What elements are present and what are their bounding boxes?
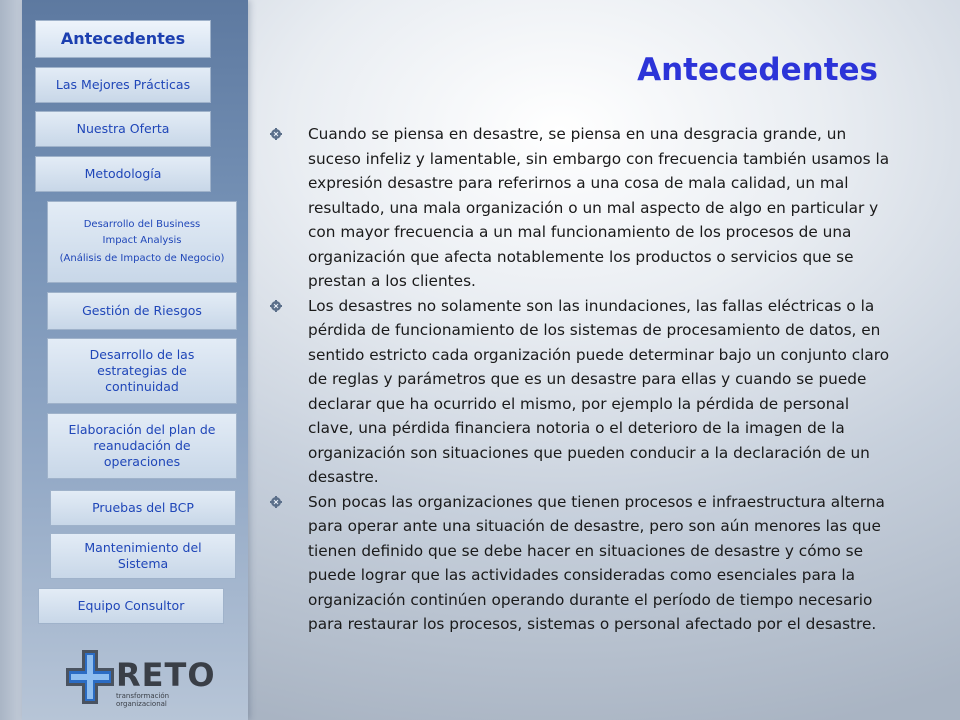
nav-label-line: Mantenimiento del — [84, 539, 202, 555]
gear-bullet-icon — [270, 300, 282, 312]
paragraph — [268, 294, 890, 490]
gear-bullet-icon — [270, 496, 282, 508]
nav-label: Equipo Consultor — [77, 597, 185, 613]
nav-label-line: continuidad — [105, 379, 179, 395]
nav-label: Metodología — [84, 165, 162, 181]
paragraph-text: Los desastres no solamente son las inundaciones, las fallas eléctricas o la pérdida de funcionamiento de los sistemas de procesamiento de datos, en sentido estricto cada organización puede determinar bajo un conjunto claro de reglas y parámetros que es un desastre para ellas y cuando se puede declarar que ha ocurrido el mismo, por ejemplo la pérdida de personal clave, una pérdida financiera notoria o el deterioro de la imagen de la organización son situaciones que pueden conducir a la declaración de un desastre. — [308, 296, 890, 486]
nav-label-line: reanudación de — [93, 437, 191, 453]
gear-bullet-icon — [270, 128, 282, 140]
left-edge-band — [0, 0, 22, 720]
nav-label-line: Impact Analysis — [102, 234, 182, 246]
nav-label: Pruebas del BCP — [92, 499, 194, 515]
logo-wordmark: RETO — [116, 656, 216, 694]
nav-label: Antecedentes — [60, 28, 186, 48]
nav-item-gestion-riesgos[interactable] — [47, 292, 237, 330]
nav-item-bia[interactable] — [47, 201, 237, 283]
nav-item-estrategias[interactable] — [47, 338, 237, 404]
nav-item-mejores-practicas[interactable] — [35, 67, 211, 103]
nav-label-line: Elaboración del plan de — [68, 421, 216, 437]
nav-item-pruebas-bcp[interactable] — [50, 490, 236, 526]
nav-label: Las Mejores Prácticas — [55, 76, 191, 92]
main-content — [268, 122, 890, 637]
nav-item-metodologia[interactable] — [35, 156, 211, 192]
nav-item-plan-reanudacion[interactable] — [47, 413, 237, 479]
logo-tagline: transformación organizacional — [116, 692, 170, 708]
nav-label-line: operaciones — [103, 454, 181, 470]
nav-item-nuestra-oferta[interactable] — [35, 111, 211, 147]
nav-item-mantenimiento[interactable] — [50, 533, 236, 579]
nav-label: Nuestra Oferta — [76, 120, 170, 136]
paragraph-text: Son pocas las organizaciones que tienen procesos e infraestructura alterna para operar ante una situación de desastre, pero son aún menores las que tienen definido que se debe hacer en situaciones de desastre y cómo se puede lograr que las actividades consideradas como esenciales para la organización continúen operando durante el período de tiempo necesario para restaurar los procesos, sistemas o personal afectado por el desastre. — [308, 492, 885, 633]
nav-label-line: estrategias de — [97, 362, 187, 378]
medical-cross-logo-icon — [66, 650, 114, 704]
paragraph — [268, 490, 890, 637]
nav-item-equipo-consultor[interactable] — [38, 588, 224, 624]
paragraph-text: Cuando se piensa en desastre, se piensa en una desgracia grande, un suceso infeliz y lamentable, sin embargo con frecuencia también usamos la expresión desastre para referirnos a una cosa de mala calidad, un mal resultado, una mala organización o un mal aspecto de algo en particular y con mayor frecuencia a un mal funcionamiento de los procesos de una organización que afecta notablemente los productos o servicios que se prestan a los clientes. — [308, 125, 890, 290]
page-title: Antecedentes — [637, 52, 878, 88]
reto-logo — [66, 650, 216, 708]
paragraph — [268, 122, 890, 294]
nav-label-line: Sistema — [117, 556, 169, 571]
nav-label-line: Desarrollo de las — [89, 346, 195, 362]
nav-label-line: Desarrollo del Business — [83, 219, 201, 231]
nav-label: Gestión de Riesgos — [82, 302, 202, 318]
nav-item-antecedentes[interactable] — [35, 20, 211, 58]
nav-label-line: (Análisis de Impacto de Negocio) — [59, 253, 225, 265]
